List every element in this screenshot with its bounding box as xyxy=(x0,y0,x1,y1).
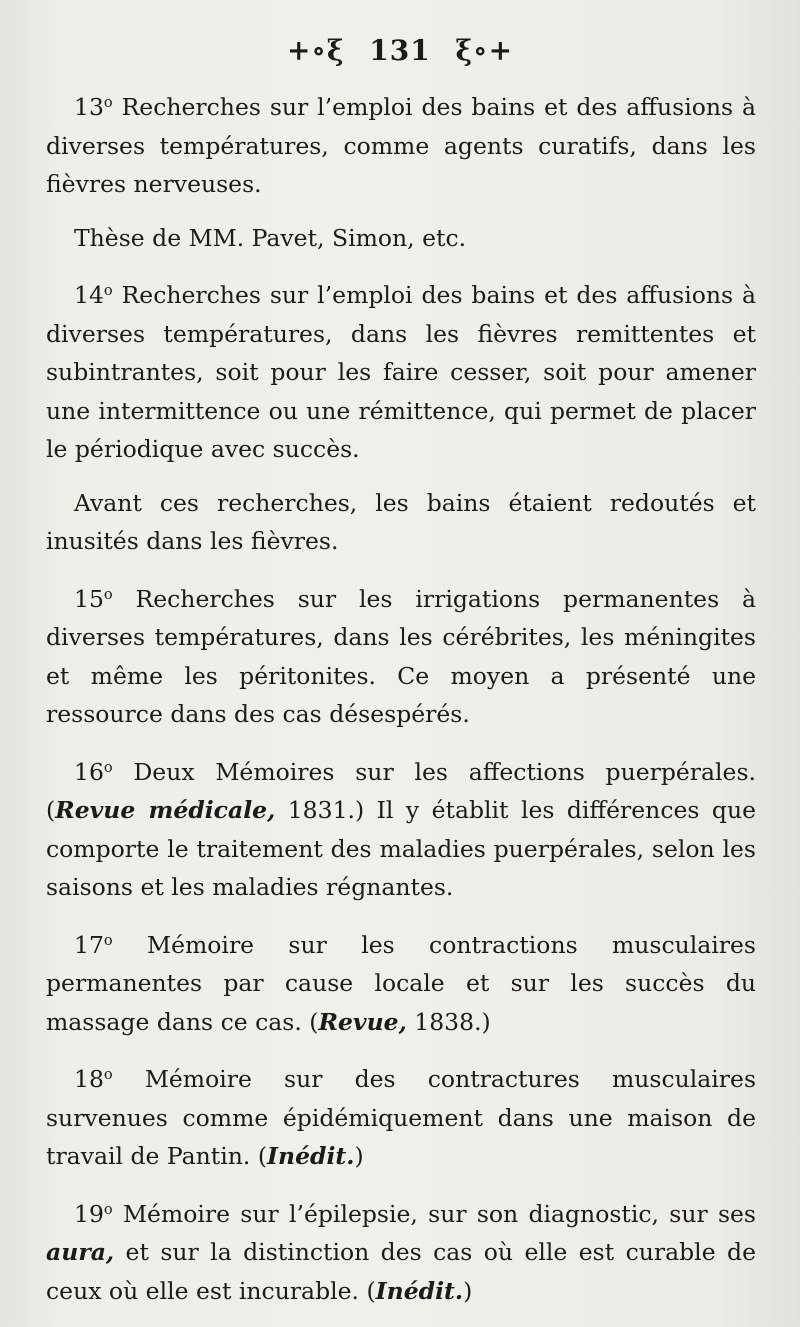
item-number: 14 xyxy=(74,281,104,309)
item-text-cont: 1838.) xyxy=(406,1007,491,1036)
item-text-cont: et sur la distinction des cas où elle est curable de ceux où elle est incurable. ( xyxy=(46,1238,756,1305)
item-number: 13 xyxy=(74,93,104,121)
ordinal-mark: o xyxy=(103,585,113,603)
note-avant: Avant ces recherches, les bains étaient redoutés et inusités dans les fièvres. xyxy=(46,488,756,555)
item-16 xyxy=(46,749,756,907)
item-text-end: ) xyxy=(463,1276,473,1305)
item-18 xyxy=(46,1056,756,1176)
ornament-left: +∘ξ xyxy=(286,34,345,67)
item-text: Mémoire sur des contractures musculaires survenues comme épidémiquement dans une maison de travail de Pantin. ( xyxy=(46,1065,756,1170)
item-source: Inédit. xyxy=(267,1142,355,1170)
item-number: 18 xyxy=(74,1065,104,1093)
item-17 xyxy=(46,922,756,1042)
item-number: 16 xyxy=(74,757,104,786)
ordinal-mark: o xyxy=(103,1066,113,1083)
ordinal-mark: o xyxy=(103,94,113,111)
item-number: 15 xyxy=(74,584,104,613)
page-number: 131 xyxy=(369,34,431,67)
item-number: 19 xyxy=(74,1199,104,1228)
thesis-note: Thèse de MM. Pavet, Simon, etc. xyxy=(74,223,467,252)
ordinal-mark: o xyxy=(103,758,113,776)
item-number: 17 xyxy=(74,930,104,959)
item-13 xyxy=(46,84,756,204)
item-text: Mémoire sur les contractions musculaires permanentes par cause locale et sur les succès du massage dans ce cas. ( xyxy=(46,930,756,1036)
item-source: Revue, xyxy=(318,1007,407,1036)
ornament-right: ξ∘+ xyxy=(455,34,514,67)
item-text-cont: 1831.) Il y établit les différences que comporte le traitement des maladies puerpérales, selon les saisons et les maladies régnantes. xyxy=(46,796,756,901)
item-source: Inédit. xyxy=(375,1276,464,1305)
item-term: aura, xyxy=(46,1238,115,1266)
ordinal-mark: o xyxy=(103,931,113,949)
item-text: Recherches sur les irrigations permanentes à diverses températures, dans les cérébrites, les méningites et même les péritonites. Ce moyen a présenté une ressource dans des cas désespérés. xyxy=(46,584,756,728)
item-source: Revue médicale, xyxy=(55,796,276,824)
item-15 xyxy=(46,576,756,734)
item-text: Recherches sur l’emploi des bains et des affusions à diverses températures, comme agents curatifs, dans les fièvres nerveuses. xyxy=(46,93,756,198)
page-body xyxy=(46,84,756,1325)
ordinal-mark: o xyxy=(103,1200,113,1218)
item-text: Deux Mémoires sur les affections puerpérales. ( xyxy=(46,757,756,824)
item-19 xyxy=(46,1191,756,1311)
page-header xyxy=(0,34,800,67)
ordinal-mark: o xyxy=(103,282,113,299)
item-text-cont: ) xyxy=(354,1142,364,1170)
item-text: Recherches sur l’emploi des bains et des affusions à diverses températures, dans les fièvres remittentes et subintrantes, soit pour les faire cesser, soit pour amener une intermittence ou une rémittence, qui permet de placer le périodique avec succès. xyxy=(46,281,756,463)
item-text: Mémoire sur l’épilepsie, sur son diagnostic, sur ses xyxy=(112,1199,756,1228)
item-14 xyxy=(46,272,756,469)
